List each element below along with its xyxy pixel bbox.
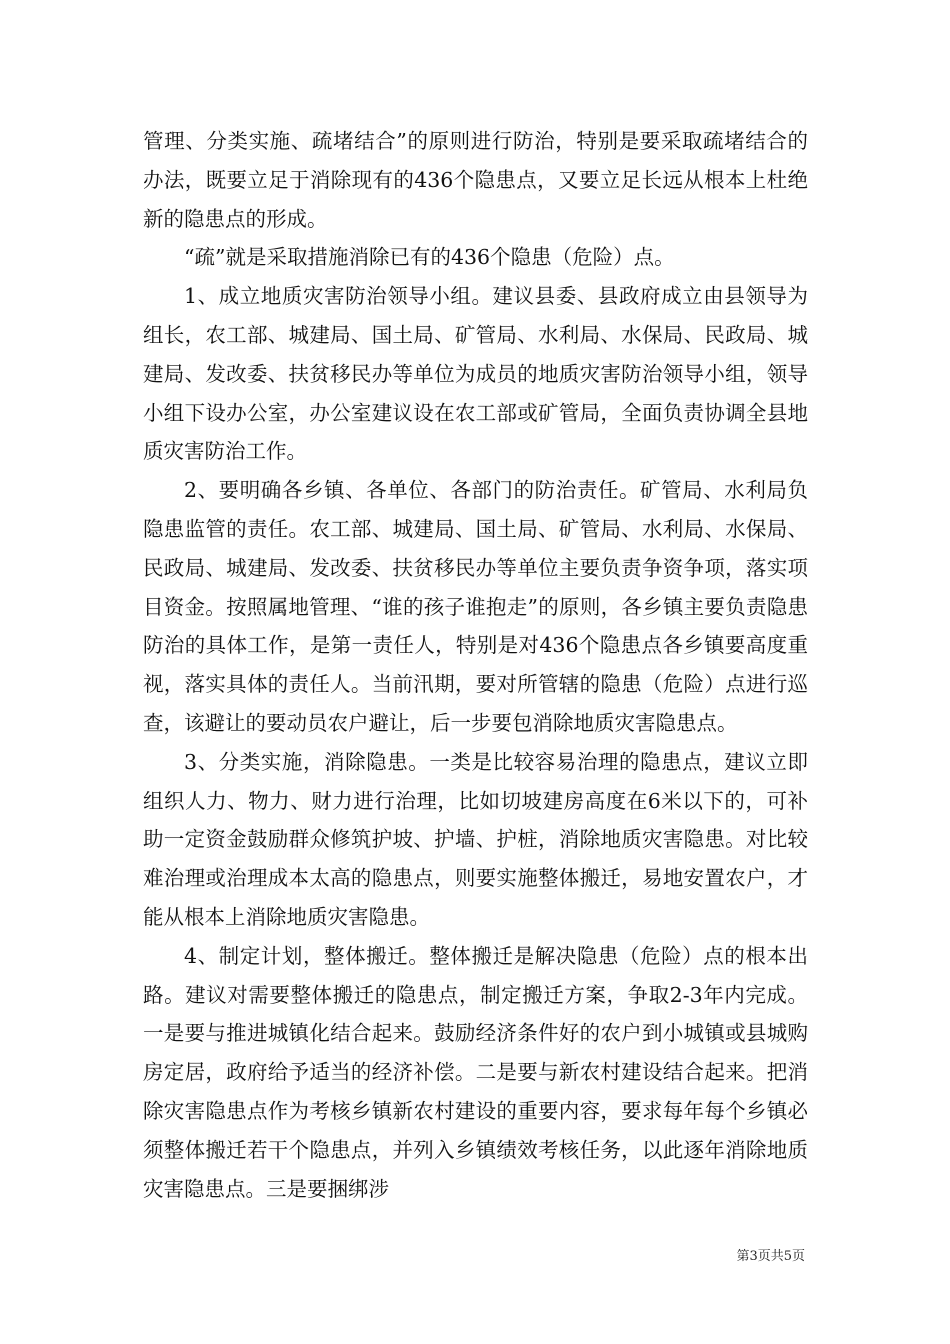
paragraph-item-2: 2、要明确各乡镇、各单位、各部门的防治责任。矿管局、水利局负隐患监管的责任。农工部、城建局、国土局、矿管局、水利局、水保局、民政局、城建局、发改委、扶贫移民办等单位主要负责争资争项，落实项目资金。按照属地管理、“谁的孩子谁抱走”的原则，各乡镇主要负责隐患防治的具体工作，是第一责任人，特别是对436个隐患点各乡镇要高度重视，落实具体的责任人。当前汛期，要对所管辖的隐患（危险）点进行巡查，该避让的要动员农户避让，后一步要包消除地质灾害隐患点。	[143, 478, 808, 735]
paragraph-continuation: 管理、分类实施、疏堵结合”的原则进行防治，特别是要采取疏堵结合的办法，既要立足于消除现有的436个隐患点，又要立足长远从根本上杜绝新的隐患点的形成。	[143, 129, 808, 231]
page-number-footer: 第3页共5页	[736, 1249, 805, 1264]
paragraph-item-4: 4、制定计划，整体搬迁。整体搬迁是解决隐患（危险）点的根本出路。建议对需要整体搬迁的隐患点，制定搬迁方案，争取2-3年内完成。一是要与推进城镇化结合起来。鼓励经济条件好的农户到小城镇或县城购房定居，政府给予适当的经济补偿。二是要与新农村建设结合起来。把消除灾害隐患点作为考核乡镇新农村建设的重要内容，要求每年每个乡镇必须整体搬迁若干个隐患点，并列入乡镇绩效考核任务，以此逐年消除地质灾害隐患点。三是要捆绑涉	[143, 943, 808, 1201]
paragraph-item-3: 3、分类实施，消除隐患。一类是比较容易治理的隐患点，建议立即组织人力、物力、财力进行治理，比如切坡建房高度在6米以下的，可补助一定资金鼓励群众修筑护坡、护墙、护桩，消除地质灾害隐患。对比较难治理或治理成本太高的隐患点，则要实施整体搬迁，易地安置农户，才能从根本上消除地质灾害隐患。	[143, 749, 808, 929]
paragraph-shu-definition: “疏”就是采取措施消除已有的436个隐患（危险）点。	[184, 245, 675, 270]
paragraph-item-1: 1、成立地质灾害防治领导小组。建议县委、县政府成立由县领导为组长，农工部、城建局、国土局、矿管局、水利局、水保局、民政局、城建局、发改委、扶贫移民办等单位为成员的地质灾害防治领导小组，领导小组下设办公室，办公室建议设在农工部或矿管局，全面负责协调全县地质灾害防治工作。	[143, 284, 808, 464]
document-body	[143, 122, 808, 1208]
